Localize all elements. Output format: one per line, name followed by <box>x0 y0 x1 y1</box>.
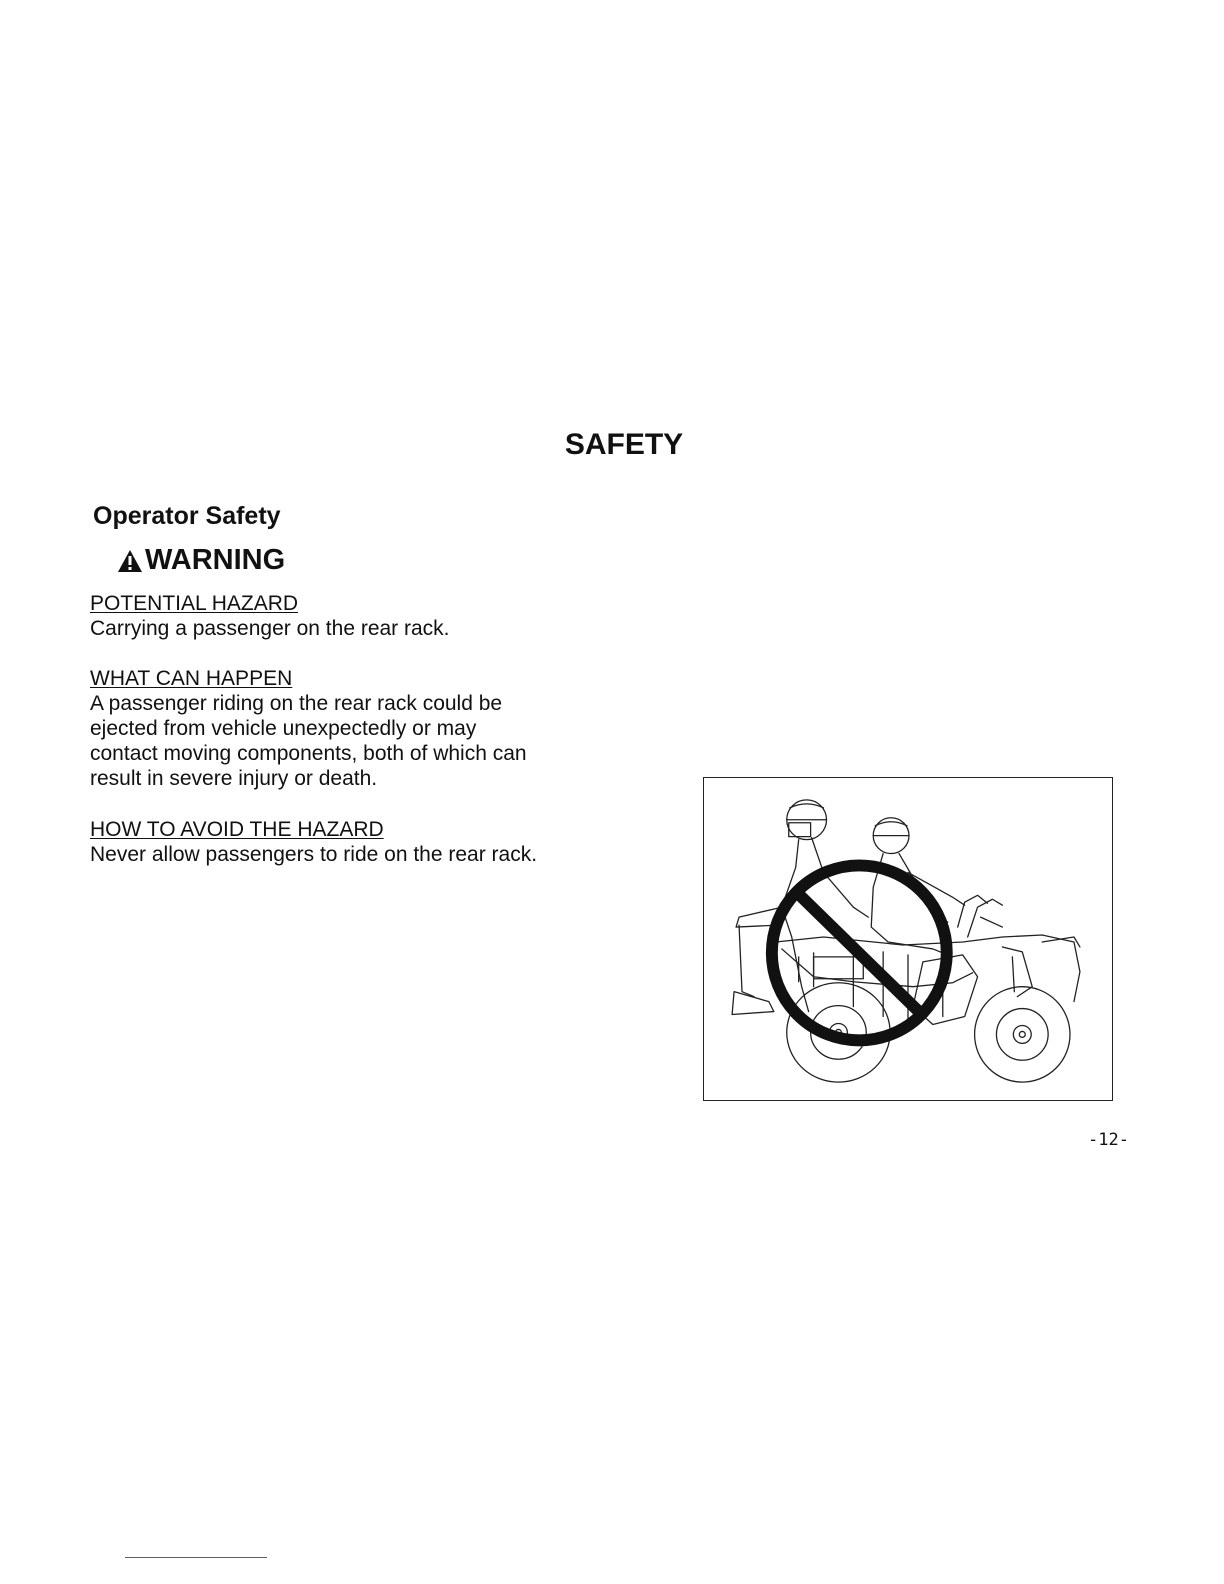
potential-hazard-block <box>90 591 450 641</box>
bottom-rule <box>125 1557 267 1558</box>
front-wheel-icon <box>975 987 1070 1082</box>
how-to-avoid-text: Never allow passengers to ride on the rear rack. <box>90 843 538 866</box>
how-to-avoid-block <box>90 817 537 867</box>
warning-label: WARNING <box>145 544 286 576</box>
page-title: SAFETY <box>564 428 684 461</box>
warning-triangle-icon <box>117 549 143 573</box>
atv-passenger-illustration <box>703 777 1113 1101</box>
what-can-happen-text: A passenger riding on the rear rack could be ejected from vehicle unexpectedly or may contact moving components, both of which can result in severe injury or death. <box>90 692 527 790</box>
atv-illustration-svg <box>704 778 1112 1100</box>
warning-heading <box>117 544 285 577</box>
potential-hazard-text: Carrying a passenger on the rear rack. <box>90 617 450 640</box>
page-number: -12- <box>1088 1130 1129 1150</box>
what-can-happen-label: WHAT CAN HAPPEN <box>90 667 293 690</box>
potential-hazard-label: POTENTIAL HAZARD <box>90 592 299 615</box>
how-to-avoid-label: HOW TO AVOID THE HAZARD <box>90 818 384 841</box>
what-can-happen-block <box>90 666 527 791</box>
section-heading: Operator Safety <box>93 502 281 530</box>
passenger-figure <box>732 800 868 1015</box>
